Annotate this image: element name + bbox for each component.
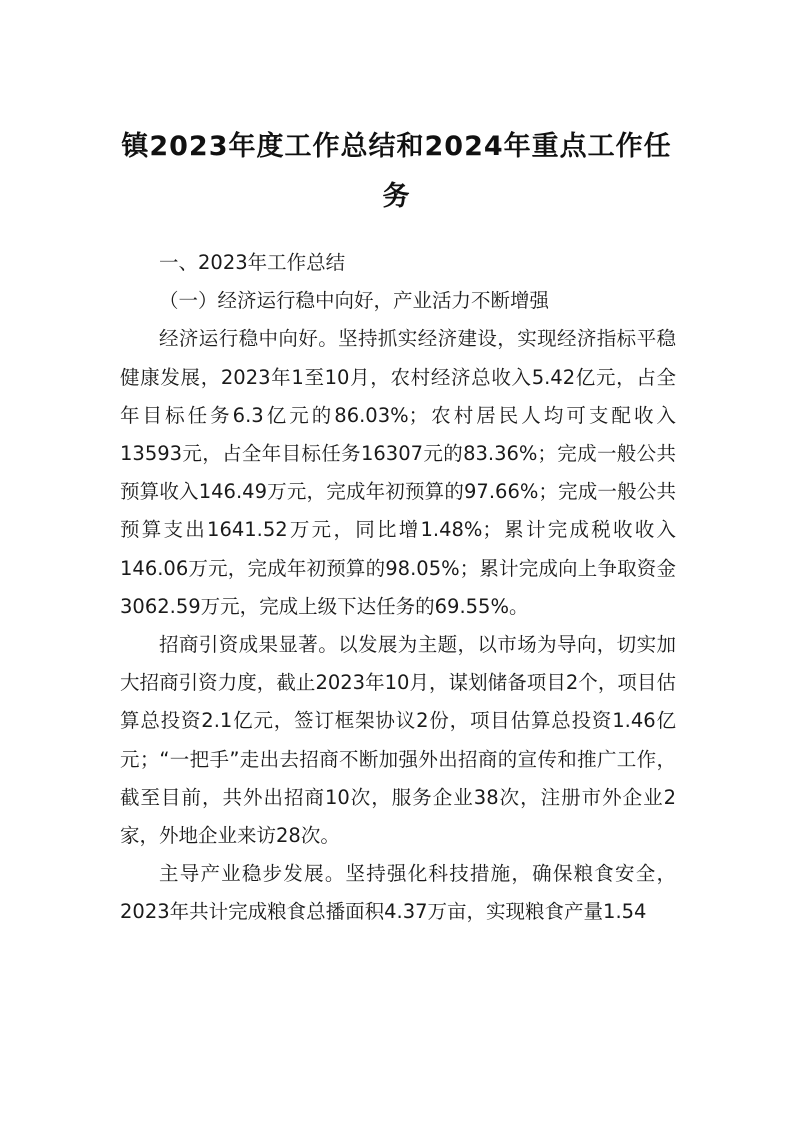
title-line-1: 镇2023年度工作总结和2024年重点工作任: [121, 131, 672, 162]
paragraph-industry: 主导产业稳步发展。坚持强化科技措施，确保粮食安全，2023年共计完成粮食总播面积4.37万亩，实现粮食产量1.54: [120, 862, 676, 924]
subsection-heading: （一）经济运行稳中向好，产业活力不断增强: [159, 289, 550, 313]
title-line-2: 务: [382, 181, 411, 212]
paragraph-economy: 经济运行稳中向好。坚持抓实经济建设，实现经济指标平稳健康发展，2023年1至10月，农村经济总收入5.42亿元，占全年目标任务6.3亿元的86.03%；农村居民人均可支配收入13593元，占全年目标任务16307元的83.36%；完成一般公共预算收入146.49万元，完成年初预算的97.66%；完成一般公共预算支出1641.52万元，同比增1.48%；累计完成税收收入146.06万元，完成年初预算的98.05%；累计完成向上争取资金3062.59万元，完成上级下达任务的69.55%。: [120, 327, 676, 618]
paragraph-investment: 招商引资成果显著。以发展为主题，以市场为导向，切实加大招商引资力度，截止2023年10月，谋划储备项目2个，项目估算总投资2.1亿元，签订框架协议2份，项目估算总投资1.46亿元；“一把手”走出去招商不断加强外出招商的宣传和推广工作，截至目前，共外出招商10次，服务企业38次，注册市外企业2家，外地企业来访28次。: [120, 633, 676, 848]
document-title: [100, 122, 693, 222]
section-heading: 一、2023年工作总结: [159, 251, 346, 274]
document-body: [120, 244, 676, 932]
